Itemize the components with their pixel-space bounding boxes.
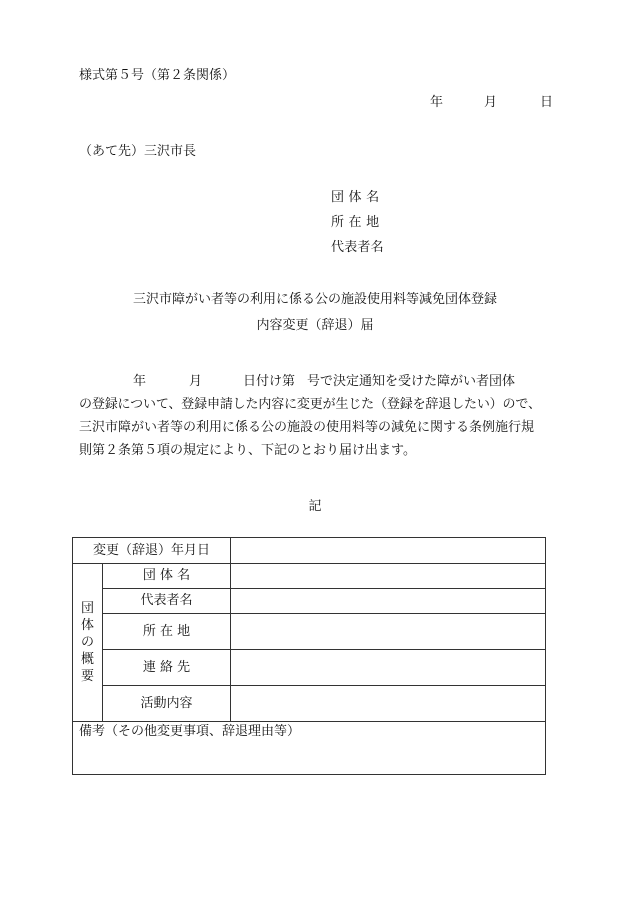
applicant-address-label: 所 在 地	[331, 215, 380, 230]
remarks-cell[interactable]	[73, 722, 546, 775]
body-date-label: 日付け第	[243, 374, 296, 389]
date-month-label: 月	[484, 95, 498, 110]
table-row-remarks	[73, 722, 546, 775]
form-number: 様式第５号（第２条関係）	[79, 68, 236, 83]
row-label-address: 所 在 地	[103, 614, 231, 650]
row-label-representative: 代表者名	[103, 589, 231, 614]
table-row	[73, 650, 546, 686]
body-year-label: 年	[133, 374, 147, 389]
body-line-2: の登録について、登録申請した内容に変更が生じた（登録を辞退したい）ので、	[79, 397, 541, 412]
group-name-value[interactable]	[231, 564, 546, 589]
table-row	[73, 686, 546, 722]
date-year-label: 年	[430, 95, 444, 110]
info-table	[72, 537, 546, 775]
representative-value[interactable]	[231, 589, 546, 614]
body-line-1	[79, 370, 557, 393]
ki-heading: 記	[308, 499, 322, 514]
date-line	[430, 95, 553, 111]
body-paragraph	[79, 370, 557, 462]
applicant-representative-label: 代表者名	[331, 240, 384, 255]
contact-value[interactable]	[231, 650, 546, 686]
body-month-label: 月	[189, 374, 203, 389]
outline-label-cell	[73, 564, 103, 722]
applicant-group-name-label: 団 体 名	[331, 190, 380, 205]
change-date-value[interactable]	[231, 538, 546, 564]
body-line-3: 三沢市障がい者等の利用に係る公の施設の使用料等の減免に関する条例施行規	[79, 420, 535, 435]
addressee: （あて先）三沢市長	[79, 144, 197, 159]
change-date-label: 変更（辞退）年月日	[73, 538, 231, 564]
body-line-1-rest: 号で決定通知を受けた障がい者団体	[307, 374, 516, 389]
table-row	[73, 564, 546, 589]
row-label-contact: 連 絡 先	[103, 650, 231, 686]
address-value[interactable]	[231, 614, 546, 650]
row-label-activity: 活動内容	[103, 686, 231, 722]
activity-value[interactable]	[231, 686, 546, 722]
date-day-label: 日	[540, 95, 554, 110]
table-row-change-date	[73, 538, 546, 564]
document-title-line-2: 内容変更（辞退）届	[256, 318, 374, 333]
outline-label: 団体の概要	[80, 601, 94, 684]
body-line-4: 則第２条第５項の規定により、下記のとおり届け出ます。	[79, 443, 416, 458]
table-row	[73, 589, 546, 614]
document-title-line-1: 三沢市障がい者等の利用に係る公の施設使用料等減免団体登録	[132, 292, 497, 307]
table-row	[73, 614, 546, 650]
remarks-label: 備考（その他変更事項、辞退理由等）	[79, 724, 301, 739]
row-label-group-name: 団 体 名	[103, 564, 231, 589]
